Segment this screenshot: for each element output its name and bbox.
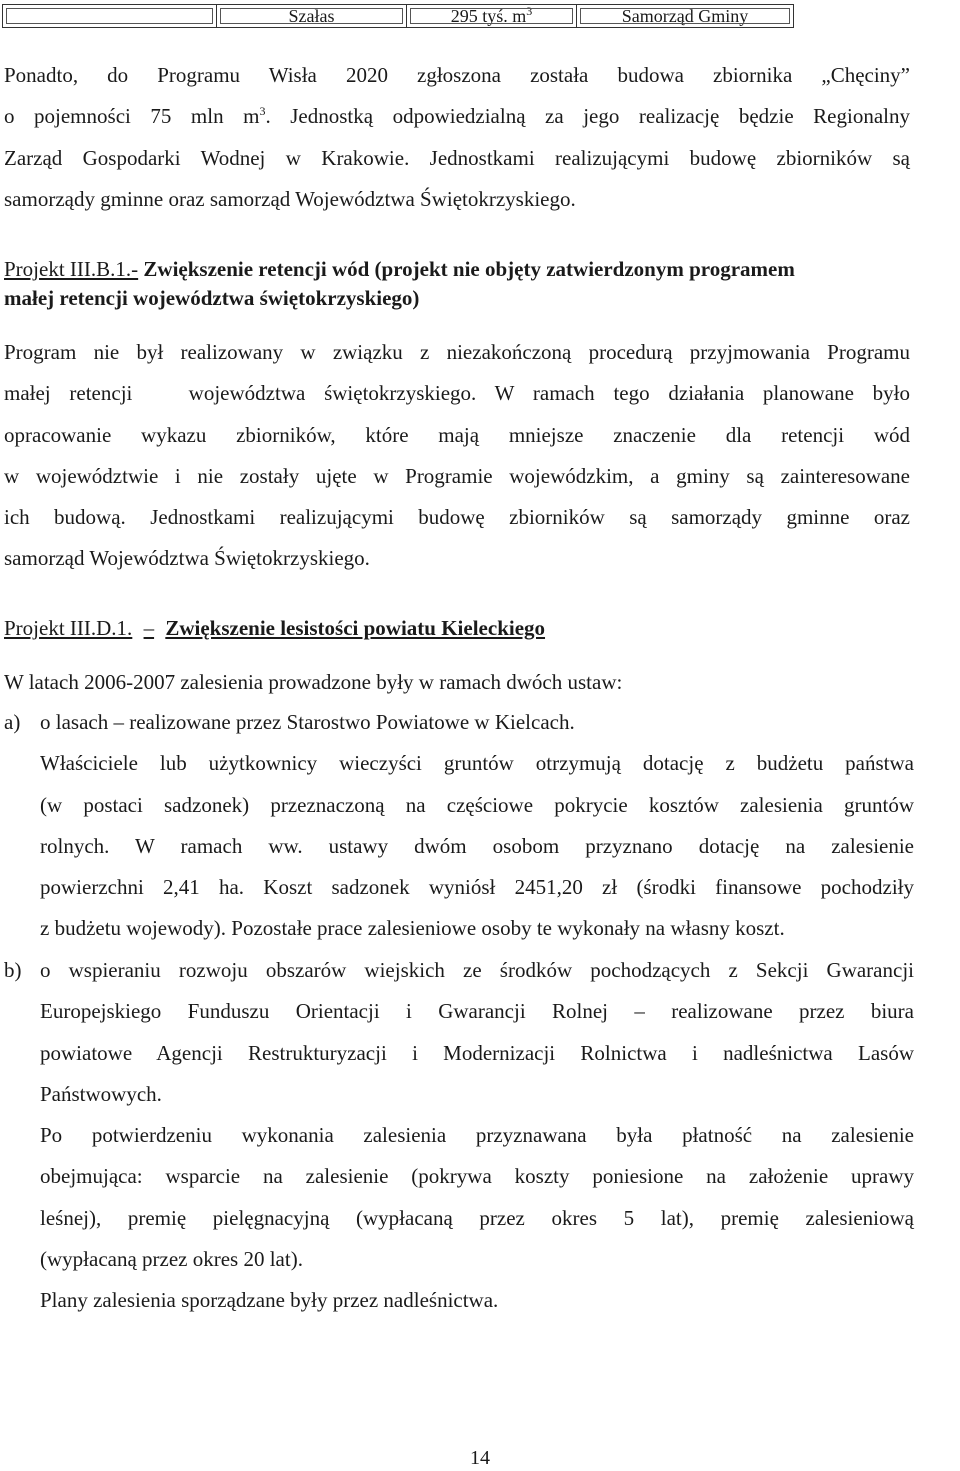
text-line: ich budową. Jednostkami realizującymi budowę zbiorników są samorządy gminne oraz (4, 505, 910, 530)
project-title-d: Zwiększenie lesistości powiatu Kieleckiego (165, 616, 546, 640)
text-line: Zarząd Gospodarki Wodnej w Krakowie. Jednostkami realizującymi budowę zbiorników są (4, 145, 910, 170)
text-line: o lasach – realizowane przez Starostwo Powiatowe w Kielcach. (40, 710, 575, 734)
text-line: Właściciele lub użytkownicy wieczyści gruntów otrzymują dotację z budżetu państwa (40, 751, 914, 776)
list-item-b (4, 950, 914, 1330)
text-line: (wypłacaną przez okres 20 lat). (40, 1247, 303, 1272)
text-line: w województwie i nie zostały ujęte w Programie wojewódzkim, a gminy są zainteresowane (4, 463, 910, 488)
heading-project-b (4, 255, 914, 313)
heading-project-d (4, 614, 914, 642)
text-line: powiatowe Agencji Restrukturyzacji i Modernizacji Rolnictwa i nadleśnictwa Lasów (40, 1040, 914, 1065)
project-title-b-line2: małej retencji województwa świętokrzyskiego) (4, 286, 420, 310)
table-cell-capacity (406, 4, 576, 28)
paragraph-retention (4, 332, 910, 580)
table-cell-empty (2, 4, 216, 28)
text-line: małej retencji województwa świętokrzyskiego. W ramach tego działania planowane było (4, 381, 910, 406)
table-cell-name (216, 4, 406, 28)
intro-text: W latach 2006-2007 zalesienia prowadzone były w ramach dwóch ustaw: (4, 670, 623, 694)
project-label-b: Projekt III.B.1.- (4, 257, 139, 281)
list-item-a (4, 702, 914, 952)
text-line: z budżetu wojewody). Pozostałe prace zalesieniowe osoby te wykonały na własny koszt. (40, 916, 785, 941)
text-line: Państwowych. (40, 1081, 162, 1106)
text-line: rolnych. W ramach ww. ustawy dwóm osobom przyznano dotację na zalesienie (40, 833, 914, 858)
text-line: opracowanie wykazu zbiorników, które mają mniejsze znaczenie dla retencji wód (4, 422, 910, 447)
text-line: Ponadto, do Programu Wisła 2020 zgłoszona została budowa zbiornika „Chęciny” (4, 63, 910, 87)
project-label-d: Projekt III.D.1. (4, 616, 133, 640)
table-cell-owner-text: Samorząd Gminy (621, 5, 749, 26)
table-row (2, 4, 794, 30)
page-number: 14 (470, 1447, 490, 1469)
text-line: o wspieraniu rozwoju obszarów wiejskich ze środków pochodzących z Sekcji Gwarancji (40, 958, 914, 982)
text-line: obejmująca: wsparcie na zalesienie (pokrywa koszty poniesione na założenie uprawy (40, 1164, 914, 1189)
text-line: samorząd Województwa Świętokrzyskiego. (4, 546, 370, 571)
project-title-b-line1: Zwiększenie retencji wód (projekt nie objęty zatwierdzonym programem (143, 257, 795, 281)
text-line: o pojemności 75 mln $m^3$. Jednostką odpowiedzialną za jego realizację będzie Regionalny (4, 104, 910, 129)
table-cell-capacity-text: 295 tyś. $m^3$ (450, 3, 533, 26)
table-cell-owner (576, 4, 794, 28)
list-marker-a: a) (4, 710, 21, 734)
text-line: Program nie był realizowany w związku z niezakończoną procedurą przyjmowania Programu (4, 340, 910, 364)
text-line: Po potwierdzeniu wykonania zalesienia przyznawana była płatność na zalesienie (40, 1123, 914, 1148)
text-line: leśnej), premię pielęgnacyjną (wypłacaną przez okres 5 lat), premię zalesieniową (40, 1205, 914, 1230)
list-marker-b: b) (4, 958, 22, 982)
project-dash-d: – (143, 616, 155, 640)
text-line: (w postaci sadzonek) przeznaczoną na częściowe pokrycie kosztów zalesienia gruntów (40, 792, 914, 817)
table-cell-name-text: Szałas (288, 5, 335, 26)
paragraph-checiny (4, 55, 910, 220)
text-line: Europejskiego Funduszu Orientacji i Gwarancji Rolnej – realizowane przez biura (40, 999, 914, 1024)
text-line: samorządy gminne oraz samorząd Województwa Świętokrzyskiego. (4, 186, 576, 211)
text-line: Plany zalesienia sporządzane były przez nadleśnictwa. (40, 1288, 499, 1313)
text-line: powierzchni 2,41 ha. Koszt sadzonek wyniósł 2451,20 zł (środki finansowe pochodziły (40, 875, 914, 900)
